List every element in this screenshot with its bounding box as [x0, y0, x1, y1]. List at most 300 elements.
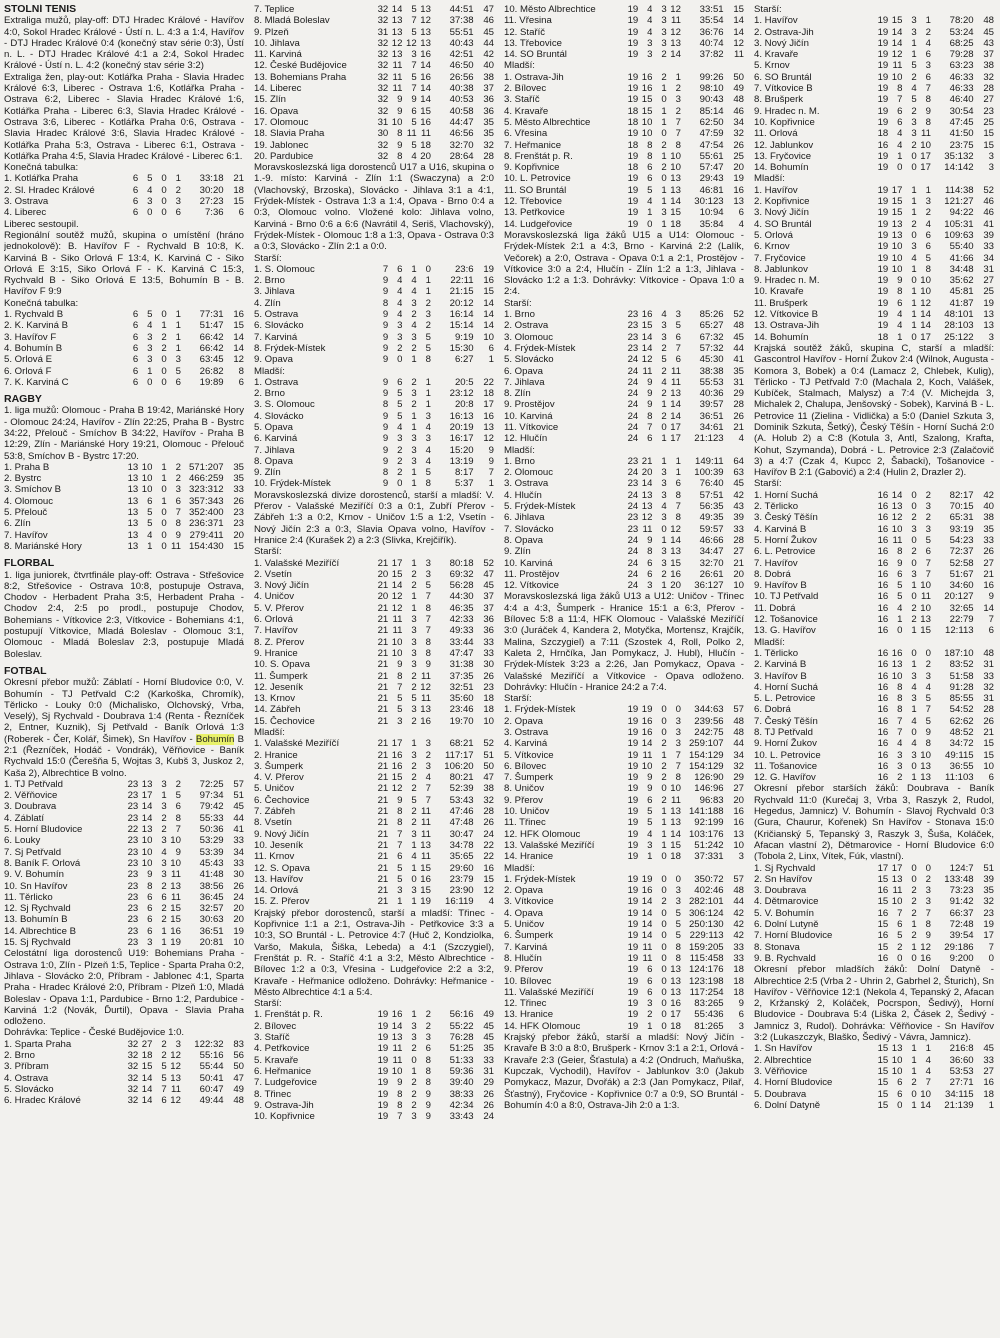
- wins: 10: [391, 647, 403, 659]
- games-played: 23: [627, 320, 639, 332]
- points: 46: [983, 207, 994, 219]
- losses: 13: [670, 817, 681, 829]
- team-name: 7. Šumperk: [504, 772, 554, 784]
- losses: 8: [425, 647, 431, 659]
- wins: 27: [141, 1038, 153, 1050]
- draws: 1: [661, 184, 667, 196]
- draws: 3: [661, 489, 667, 501]
- draws: 1: [161, 320, 167, 332]
- points: 51: [233, 790, 244, 802]
- losses: 9: [425, 1099, 431, 1111]
- draws: 0: [911, 557, 917, 569]
- standings-row: [504, 942, 744, 953]
- wins: 8: [397, 1099, 403, 1111]
- team-name: 1. Ostrava-Jih: [504, 71, 564, 83]
- wins: 4: [897, 320, 903, 332]
- games-played: 19: [627, 817, 639, 829]
- losses: 8: [425, 636, 431, 648]
- games-played: 21: [377, 647, 389, 659]
- games-played: 32: [377, 49, 389, 61]
- score: 48:52: [949, 727, 974, 738]
- wins: 12: [641, 512, 653, 524]
- score: 40:38: [449, 83, 474, 95]
- team-name: 11. SO Bruntál: [504, 184, 567, 196]
- games-played: 19: [627, 15, 639, 27]
- score: 350:72: [694, 873, 724, 885]
- score: 105:31: [944, 218, 974, 230]
- points: 56: [233, 1050, 244, 1062]
- points: 18: [483, 704, 494, 716]
- games-played: 19: [877, 309, 889, 321]
- standings-row: [254, 422, 494, 433]
- score: 27:71: [949, 1077, 974, 1089]
- wins: 4: [647, 828, 653, 840]
- losses: 1: [925, 1043, 931, 1055]
- points: 36: [483, 105, 494, 117]
- standings-table: [254, 377, 494, 490]
- wins: 7: [397, 681, 403, 693]
- points: 18: [983, 1088, 994, 1100]
- games-played: 15: [877, 1065, 889, 1077]
- score: 352:400: [188, 507, 224, 519]
- standings-row: [754, 671, 994, 682]
- team-name: 11. Tošanovice: [754, 760, 818, 772]
- losses: 6: [175, 801, 181, 813]
- games-played: 21: [377, 749, 389, 761]
- games-played: 13: [127, 484, 139, 496]
- points: 6: [488, 342, 494, 354]
- draws: 0: [661, 885, 667, 897]
- wins: 6: [147, 925, 153, 937]
- wins: 3: [647, 49, 653, 61]
- losses: 4: [425, 772, 431, 784]
- wins: 14: [391, 4, 403, 15]
- losses: 7: [675, 116, 681, 128]
- games-played: 16: [877, 602, 889, 614]
- draws: 0: [161, 173, 167, 185]
- wins: 0: [647, 218, 653, 230]
- draws: 1: [661, 580, 667, 592]
- draws: 3: [411, 444, 417, 456]
- draws: 0: [661, 173, 667, 185]
- standings-table: [754, 648, 994, 784]
- draws: 1: [661, 806, 667, 818]
- team-name: 1. Sj Rychvald: [754, 862, 816, 874]
- standings-table: [4, 462, 244, 552]
- points: 18: [233, 184, 244, 196]
- games-played: 19: [877, 229, 889, 241]
- wins: 3: [647, 839, 653, 851]
- points: 15: [483, 286, 494, 298]
- draws: 4: [411, 150, 417, 162]
- team-name: 3. S. Olomouc: [254, 399, 315, 411]
- losses: 13: [170, 880, 181, 892]
- wins: 13: [891, 229, 903, 241]
- draws: 3: [911, 128, 917, 140]
- points: 35: [983, 885, 994, 897]
- wins: 16: [391, 760, 403, 772]
- draws: 3: [911, 568, 917, 580]
- points: 26: [483, 670, 494, 682]
- draws: 1: [661, 455, 667, 467]
- points: 45: [233, 801, 244, 813]
- points: 7: [988, 941, 994, 953]
- games-played: 16: [877, 557, 889, 569]
- losses: 8: [925, 738, 931, 750]
- points: 34: [983, 252, 994, 264]
- points: 42: [733, 489, 744, 501]
- standings-table: [754, 490, 994, 637]
- draws: 0: [911, 275, 917, 287]
- score: 34:61: [699, 421, 724, 433]
- draws: 1: [411, 602, 417, 614]
- team-name: 7. Havířov: [754, 557, 798, 569]
- wins: 3: [397, 433, 403, 445]
- team-name: 4. Dětmarovice: [754, 896, 819, 908]
- wins: 4: [647, 196, 653, 208]
- standings-row: [504, 72, 744, 83]
- points: 33: [983, 241, 994, 253]
- points: 38: [983, 60, 994, 72]
- draws: 3: [161, 869, 167, 881]
- points: 42: [483, 49, 494, 61]
- games-played: 19: [627, 4, 639, 15]
- team-name: 2. Bílovec: [254, 1020, 297, 1032]
- games-played: 13: [127, 529, 139, 541]
- draws: 4: [911, 681, 917, 693]
- standings-row: [4, 926, 244, 937]
- wins: 5: [647, 806, 653, 818]
- draws: 4: [411, 320, 417, 332]
- losses: 1: [425, 275, 431, 287]
- team-name: 8. Baník F. Orlová: [4, 857, 81, 869]
- standings-row: [4, 354, 244, 365]
- standings-row: [4, 937, 244, 948]
- losses: 11: [170, 1083, 181, 1095]
- losses: 11: [420, 806, 431, 818]
- team-name: 4. Kravaře: [504, 105, 549, 117]
- wins: 16: [641, 83, 653, 95]
- standings-row: [4, 377, 244, 388]
- team-name: 5. Ostrava: [254, 309, 299, 321]
- points: 20: [233, 529, 244, 541]
- draws: 1: [661, 105, 667, 117]
- losses: 13: [670, 986, 681, 998]
- games-played: 15: [877, 941, 889, 953]
- score: 46:56: [449, 128, 474, 140]
- games-played: 24: [627, 376, 639, 388]
- losses: 11: [170, 540, 181, 552]
- standings-row: [504, 817, 744, 828]
- draws: 5: [161, 1061, 167, 1073]
- draws: 0: [161, 507, 167, 519]
- wins: 14: [141, 1083, 153, 1095]
- draws: 0: [661, 421, 667, 433]
- losses: 14: [670, 196, 681, 208]
- draws: 1: [911, 196, 917, 208]
- games-played: 21: [377, 625, 389, 637]
- points: 9: [488, 444, 494, 456]
- team-name: 10. S. Opava: [254, 659, 310, 671]
- points: 6: [738, 1009, 744, 1021]
- draws: 1: [411, 839, 417, 851]
- draws: 2: [911, 105, 917, 117]
- losses: 7: [925, 568, 931, 580]
- losses: 2: [425, 749, 431, 761]
- games-played: 19: [627, 715, 639, 727]
- games-played: 24: [627, 433, 639, 445]
- standings-row: [4, 914, 244, 925]
- games-played: 21: [377, 828, 389, 840]
- draws: 4: [411, 851, 417, 863]
- score: 19:70: [449, 715, 474, 727]
- team-name: 1. Sn Havířov: [754, 1043, 813, 1055]
- team-name: 5. Slovácko: [4, 1083, 54, 1095]
- team-name: 8. Frenštát p. R.: [504, 150, 573, 162]
- standings-row: [504, 840, 744, 851]
- standings-row: [4, 196, 244, 207]
- points: 16: [483, 410, 494, 422]
- losses: 19: [420, 896, 431, 908]
- draws: 2: [661, 568, 667, 580]
- team-name: 1. Havířov: [754, 15, 798, 27]
- standings-table: [4, 779, 244, 948]
- games-played: 19: [377, 1020, 389, 1032]
- games-played: 19: [627, 760, 639, 772]
- draws: 2: [661, 794, 667, 806]
- standings-row: [254, 15, 494, 26]
- wins: 7: [897, 94, 903, 106]
- draws: 0: [661, 128, 667, 140]
- wins: 8: [897, 693, 903, 705]
- standings-row: [4, 1095, 244, 1106]
- draws: 3: [911, 116, 917, 128]
- losses: 3: [675, 715, 681, 727]
- games-played: 32: [127, 1083, 139, 1095]
- points: 16: [983, 1077, 994, 1089]
- wins: 12: [891, 512, 903, 524]
- draws: 3: [411, 1111, 417, 1123]
- team-name: 2. Olomouc: [504, 467, 554, 479]
- games-played: 32: [377, 139, 389, 151]
- score: 36:60: [949, 1054, 974, 1066]
- draws: 2: [661, 49, 667, 61]
- losses: 6: [675, 354, 681, 366]
- points: 12: [483, 885, 494, 897]
- score: 47:45: [949, 116, 974, 128]
- draws: 2: [411, 681, 417, 693]
- draws: 3: [411, 647, 417, 659]
- draws: 3: [411, 1032, 417, 1044]
- wins: 14: [641, 919, 653, 931]
- wins: 7: [897, 727, 903, 738]
- results-paragraph: Moravskoslezská liga žáků U15 a U14: Olomouc - Frýdek-Místek 2:1 a 4:3, Brno - Karviná 2:2 (Lalík, Večorek) a 2:0, Ostrava - Opava 0:1 a 2:1, Prostějov - Vítkovice 3:0 a 2:4, Hlučín - Zlín 1:2 a 1:3, Jihlava - Slovácko 1:2 a 1:3. Dohrávky: Vítkovice - Opava 1:0 a 2:4.: [504, 229, 744, 298]
- score: 40:43: [449, 37, 474, 49]
- points: 15: [233, 196, 244, 208]
- wins: 0: [897, 625, 903, 637]
- team-name: 3. Smíchov B: [4, 484, 62, 496]
- draws: 3: [411, 49, 417, 61]
- wins: 10: [891, 71, 903, 83]
- points: 32: [983, 896, 994, 908]
- team-name: 5. Slovácko: [504, 354, 554, 366]
- standings-row: [754, 140, 994, 151]
- score: 57:51: [699, 489, 724, 501]
- standings-row: [504, 716, 744, 727]
- standings-row: [4, 1039, 244, 1050]
- games-played: 9: [382, 376, 389, 388]
- draws: 0: [661, 704, 667, 716]
- points: 11: [734, 49, 744, 61]
- standings-row: [754, 94, 994, 105]
- games-played: 19: [627, 83, 639, 95]
- wins: 12: [391, 591, 403, 603]
- games-played: 6: [132, 354, 139, 366]
- draws: 2: [411, 760, 417, 772]
- points: 47: [483, 568, 494, 580]
- games-played: 21: [377, 783, 389, 795]
- score: 9:200: [949, 952, 974, 964]
- wins: 14: [391, 1020, 403, 1032]
- points: 22: [483, 376, 494, 388]
- wins: 1: [397, 896, 403, 908]
- draws: 3: [161, 778, 167, 790]
- points: 20: [733, 794, 744, 806]
- losses: 13: [670, 806, 681, 818]
- standings-row: [754, 309, 994, 320]
- wins: 6: [647, 568, 653, 580]
- wins: 16: [641, 715, 653, 727]
- team-name: 3. Nový Jičín: [754, 37, 809, 49]
- losses: 19: [170, 937, 181, 949]
- standings-row: [754, 930, 994, 941]
- score: 154:129: [688, 749, 724, 761]
- games-played: 19: [627, 964, 639, 976]
- score: 41:66: [949, 252, 974, 264]
- standings-row: [254, 286, 494, 297]
- score: 23:6: [454, 263, 474, 275]
- score: 8:17: [454, 467, 474, 479]
- team-name: 9. Zlín: [504, 546, 531, 558]
- score: 80:21: [449, 772, 474, 784]
- points: 33: [483, 1054, 494, 1066]
- wins: 4: [147, 320, 153, 332]
- games-played: 32: [377, 4, 389, 15]
- points: 14: [483, 320, 494, 332]
- draws: 2: [661, 365, 667, 377]
- score: 20:12: [449, 297, 474, 309]
- team-name: 4. V. Přerov: [254, 772, 304, 784]
- games-played: 19: [877, 26, 889, 38]
- losses: 14: [920, 320, 931, 332]
- losses: 13: [670, 388, 681, 400]
- wins: 3: [147, 937, 153, 949]
- wins: 3: [647, 998, 653, 1010]
- team-name: 7. Zábřeh: [254, 806, 296, 818]
- wins: 5: [397, 873, 403, 885]
- points: 33: [483, 636, 494, 648]
- team-name: 2. Věřňovice: [4, 790, 58, 802]
- wins: 4: [397, 421, 403, 433]
- losses: 3: [675, 896, 681, 908]
- score: 133:48: [944, 873, 974, 885]
- team-name: 1. Valašské Meziříčí: [254, 738, 340, 750]
- team-name: 9. V. Bohumín: [4, 869, 64, 881]
- losses: 3: [175, 196, 181, 208]
- standings-row: [754, 682, 994, 693]
- losses: 2: [925, 489, 931, 501]
- standings-row: [504, 998, 744, 1009]
- team-name: 5. Uničov: [504, 919, 544, 931]
- losses: 5: [425, 580, 431, 592]
- score: 46:40: [949, 94, 974, 106]
- losses: 18: [670, 1020, 681, 1032]
- losses: 13: [670, 173, 681, 185]
- draws: 1: [411, 557, 417, 569]
- team-name: 2. Ostrava-Jih: [754, 26, 814, 38]
- team-name: 11. Karviná: [254, 49, 302, 61]
- score: 117:17: [445, 749, 474, 761]
- losses: 2: [675, 105, 681, 117]
- points: 6: [988, 772, 994, 784]
- score: 159:205: [688, 941, 724, 953]
- standings-row: [254, 750, 494, 761]
- losses: 16: [420, 715, 431, 727]
- score: 37:35: [449, 670, 474, 682]
- draws: 1: [911, 263, 917, 275]
- wins: 3: [397, 885, 403, 897]
- losses: 6: [175, 376, 181, 388]
- losses: 20: [420, 150, 431, 162]
- table-caption: Starší:: [504, 693, 532, 705]
- points: 39: [983, 873, 994, 885]
- wins: 12: [391, 602, 403, 614]
- points: 23: [983, 105, 994, 117]
- draws: 3: [661, 4, 667, 15]
- games-played: 13: [127, 540, 139, 552]
- team-name: 11. Orlová: [754, 128, 798, 140]
- team-name: 1. S. Olomouc: [254, 263, 315, 275]
- points: 15: [233, 320, 244, 332]
- standings-row: [254, 456, 494, 467]
- points: 44: [733, 896, 744, 908]
- draws: 2: [661, 71, 667, 83]
- standings-row: [254, 1055, 494, 1066]
- team-name: 10. Kopřivnice: [254, 1111, 315, 1123]
- standings-row: [4, 858, 244, 869]
- standings-row: [254, 840, 494, 851]
- points: 16: [233, 309, 244, 321]
- points: 36: [483, 625, 494, 637]
- draws: 3: [411, 636, 417, 648]
- standings-row: [254, 1077, 494, 1088]
- losses: 18: [670, 218, 681, 230]
- points: 17: [483, 399, 494, 411]
- team-name: 10. Frýdek-Místek: [254, 478, 331, 490]
- draws: 2: [411, 1043, 417, 1055]
- losses: 5: [925, 534, 931, 546]
- standings-row: [254, 49, 494, 60]
- team-name: 2. Brno: [4, 1050, 35, 1062]
- losses: 2: [425, 1009, 431, 1021]
- points: 45: [483, 580, 494, 592]
- losses: 12: [420, 15, 431, 27]
- points: 16: [733, 806, 744, 818]
- team-name: 10. TJ Petřvald: [754, 591, 819, 603]
- standings-row: [754, 27, 994, 38]
- score: 31:38: [449, 659, 474, 671]
- games-played: 19: [877, 263, 889, 275]
